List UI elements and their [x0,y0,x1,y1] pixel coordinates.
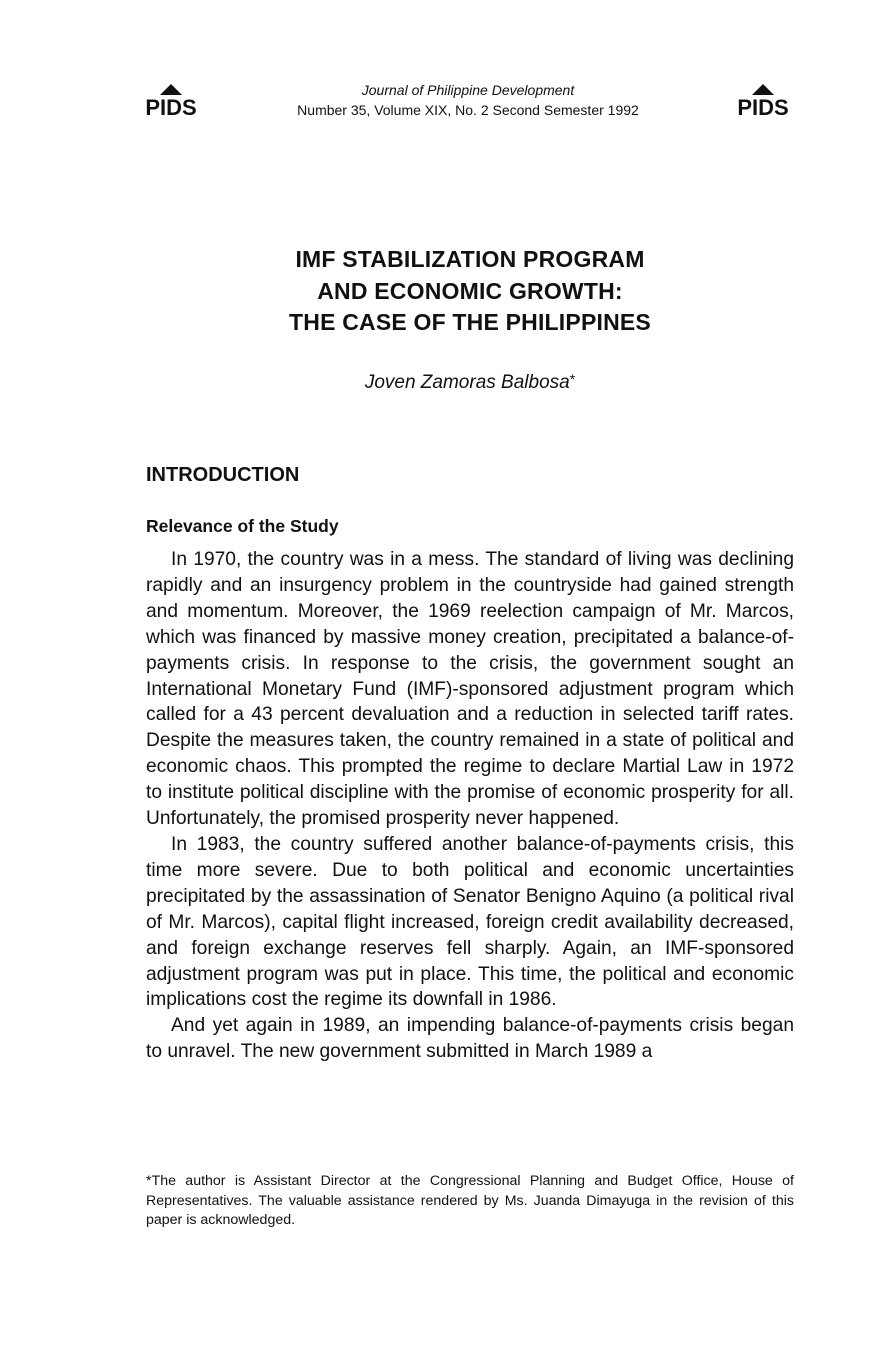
paragraph: In 1983, the country suffered another balance-of-payments crisis, this time more severe. Due to both political and economic uncertainties precipitated by the assassination of Senator Benigno Aquino (a political rival of Mr. Marcos), capital flight increased, foreign credit availability decreased, and foreign exchange reserves fell sharply. Again, an IMF-sponsored adjustment program was put in place. This time, the political and economic implications cost the regime its downfall in 1986. [146,833,794,1011]
footnote: *The author is Assistant Director at the Congressional Planning and Budget Office, House of Representatives. The valuable assistance rendered by Ms. Juanda Dimayuga in the revision of this paper is acknowledged. [146,1173,794,1228]
title-line: IMF STABILIZATION PROGRAM [295,246,645,272]
section-heading: INTRODUCTION [146,464,300,486]
paper-title [146,244,794,339]
journal-header [230,80,706,120]
author-name: Joven Zamoras Balbosa [364,372,570,393]
author-footnote-mark: * [569,371,576,387]
journal-issue: Number 35, Volume XIX, No. 2 Second Semester 1992 [297,102,639,118]
pids-logo-icon [732,84,794,118]
paragraph: In 1970, the country was in a mess. The standard of living was declining rapidly and an insurgency problem in the countryside had gained strength and momentum. Moreover, the 1969 reelection campaign of Mr. Marcos, which was financed by massive money creation, precipitated a balance-of-payments crisis. In response to the crisis, the government sought an International Monetary Fund (IMF)-sponsored adjustment program which called for a 43 percent devaluation and a reduction in selected tariff rates. Despite the measures taken, the country remained in a state of political and economic chaos. This prompted the regime to declare Martial Law in 1972 to institute political discipline with the promise of economic prosperity for all. Unfortunately, the promised prosperity never happened. [146,549,794,830]
journal-title: Journal of Philippine Development [361,82,575,98]
pids-logo-right [732,84,794,118]
subsection-heading: Relevance of the Study [146,516,339,536]
logo-text: PIDS [145,95,197,118]
footnote-rule [146,1162,306,1163]
logo-text: PIDS [737,95,789,118]
author-line [146,366,794,396]
title-line: AND ECONOMIC GROWTH: [317,277,623,304]
pids-logo-icon [140,84,202,118]
title-line: THE CASE OF THE PHILIPPINES [289,309,651,335]
pids-logo-left [140,84,202,118]
body-text [146,547,794,1065]
paragraph: And yet again in 1989, an impending balance-of-payments crisis began to unravel. The new government submitted in March 1989 a [146,1015,794,1063]
